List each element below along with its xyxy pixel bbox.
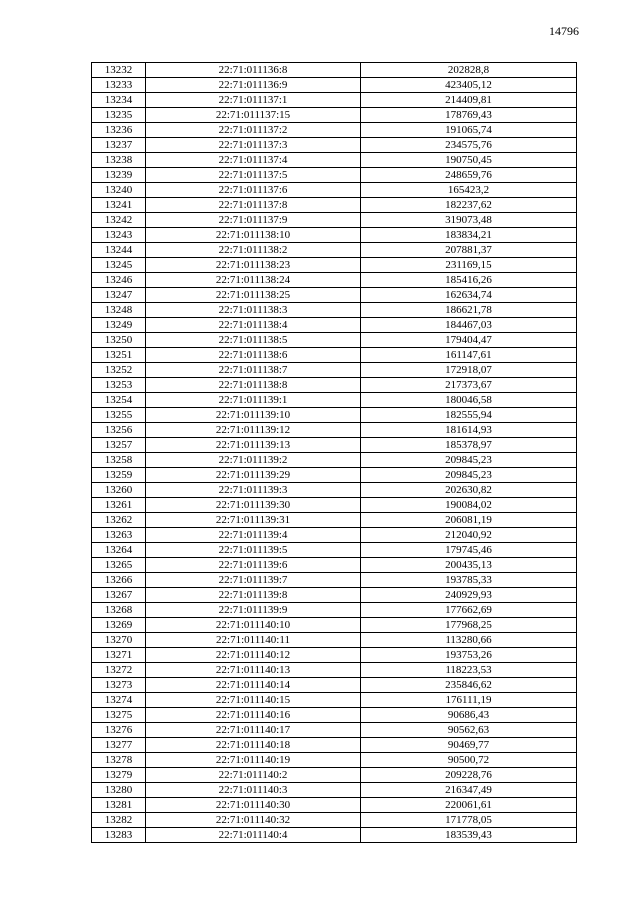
- row-number-cell: 13279: [92, 768, 146, 783]
- value-cell: 231169,15: [361, 258, 577, 273]
- table-row: [92, 588, 577, 603]
- value-cell: 209228,76: [361, 768, 577, 783]
- row-number-cell: 13237: [92, 138, 146, 153]
- table-row: [92, 768, 577, 783]
- table-row: [92, 333, 577, 348]
- cadastral-number-cell: 22:71:011140:30: [146, 798, 361, 813]
- table-row: [92, 483, 577, 498]
- row-number-cell: 13232: [92, 63, 146, 78]
- table-row: [92, 258, 577, 273]
- value-cell: 182237,62: [361, 198, 577, 213]
- table-row: [92, 468, 577, 483]
- cadastral-number-cell: 22:71:011137:8: [146, 198, 361, 213]
- table-row: [92, 738, 577, 753]
- table-row: [92, 558, 577, 573]
- value-cell: 180046,58: [361, 393, 577, 408]
- row-number-cell: 13269: [92, 618, 146, 633]
- value-cell: 186621,78: [361, 303, 577, 318]
- cadastral-number-cell: 22:71:011137:6: [146, 183, 361, 198]
- table-row: [92, 273, 577, 288]
- row-number-cell: 13246: [92, 273, 146, 288]
- row-number-cell: 13268: [92, 603, 146, 618]
- table-row: [92, 528, 577, 543]
- row-number-cell: 13263: [92, 528, 146, 543]
- cadastral-number-cell: 22:71:011140:32: [146, 813, 361, 828]
- value-cell: 185416,26: [361, 273, 577, 288]
- row-number-cell: 13277: [92, 738, 146, 753]
- value-cell: 185378,97: [361, 438, 577, 453]
- cadastral-number-cell: 22:71:011140:14: [146, 678, 361, 693]
- cadastral-number-cell: 22:71:011138:23: [146, 258, 361, 273]
- row-number-cell: 13254: [92, 393, 146, 408]
- row-number-cell: 13241: [92, 198, 146, 213]
- row-number-cell: 13244: [92, 243, 146, 258]
- value-cell: 90500,72: [361, 753, 577, 768]
- value-cell: 193753,26: [361, 648, 577, 663]
- value-cell: 202630,82: [361, 483, 577, 498]
- cadastral-number-cell: 22:71:011137:1: [146, 93, 361, 108]
- cadastral-number-cell: 22:71:011140:4: [146, 828, 361, 843]
- table-row: [92, 378, 577, 393]
- value-cell: 183539,43: [361, 828, 577, 843]
- cadastral-number-cell: 22:71:011139:4: [146, 528, 361, 543]
- row-number-cell: 13274: [92, 693, 146, 708]
- cadastral-number-cell: 22:71:011140:13: [146, 663, 361, 678]
- cadastral-number-cell: 22:71:011139:2: [146, 453, 361, 468]
- value-cell: 177662,69: [361, 603, 577, 618]
- cadastral-number-cell: 22:71:011139:8: [146, 588, 361, 603]
- row-number-cell: 13235: [92, 108, 146, 123]
- table-row: [92, 813, 577, 828]
- value-cell: 212040,92: [361, 528, 577, 543]
- table-row: [92, 573, 577, 588]
- table-row: [92, 693, 577, 708]
- table-row: [92, 543, 577, 558]
- row-number-cell: 13250: [92, 333, 146, 348]
- cadastral-number-cell: 22:71:011139:13: [146, 438, 361, 453]
- cadastral-number-cell: 22:71:011137:4: [146, 153, 361, 168]
- cadastral-number-cell: 22:71:011140:11: [146, 633, 361, 648]
- value-cell: 207881,37: [361, 243, 577, 258]
- value-cell: 177968,25: [361, 618, 577, 633]
- row-number-cell: 13233: [92, 78, 146, 93]
- cadastral-number-cell: 22:71:011139:10: [146, 408, 361, 423]
- cadastral-number-cell: 22:71:011140:10: [146, 618, 361, 633]
- table-row: [92, 363, 577, 378]
- value-cell: 202828,8: [361, 63, 577, 78]
- table-row: [92, 138, 577, 153]
- row-number-cell: 13251: [92, 348, 146, 363]
- row-number-cell: 13266: [92, 573, 146, 588]
- row-number-cell: 13265: [92, 558, 146, 573]
- cadastral-number-cell: 22:71:011140:16: [146, 708, 361, 723]
- table-row: [92, 288, 577, 303]
- cadastral-number-cell: 22:71:011137:5: [146, 168, 361, 183]
- value-cell: 90469,77: [361, 738, 577, 753]
- cadastral-number-cell: 22:71:011138:25: [146, 288, 361, 303]
- row-number-cell: 13236: [92, 123, 146, 138]
- value-cell: 235846,62: [361, 678, 577, 693]
- cadastral-number-cell: 22:71:011140:12: [146, 648, 361, 663]
- value-cell: 209845,23: [361, 468, 577, 483]
- value-cell: 179745,46: [361, 543, 577, 558]
- value-cell: 182555,94: [361, 408, 577, 423]
- value-cell: 214409,81: [361, 93, 577, 108]
- cadastral-number-cell: 22:71:011138:10: [146, 228, 361, 243]
- value-cell: 234575,76: [361, 138, 577, 153]
- cadastral-number-cell: 22:71:011140:17: [146, 723, 361, 738]
- value-cell: 90686,43: [361, 708, 577, 723]
- row-number-cell: 13281: [92, 798, 146, 813]
- table-row: [92, 348, 577, 363]
- value-cell: 178769,43: [361, 108, 577, 123]
- value-cell: 190084,02: [361, 498, 577, 513]
- cadastral-number-cell: 22:71:011139:1: [146, 393, 361, 408]
- row-number-cell: 13264: [92, 543, 146, 558]
- row-number-cell: 13239: [92, 168, 146, 183]
- table-row: [92, 93, 577, 108]
- table-row: [92, 438, 577, 453]
- table-row: [92, 123, 577, 138]
- table-row: [92, 783, 577, 798]
- table-row: [92, 303, 577, 318]
- row-number-cell: 13272: [92, 663, 146, 678]
- row-number-cell: 13245: [92, 258, 146, 273]
- table-row: [92, 168, 577, 183]
- cadastral-number-cell: 22:71:011137:15: [146, 108, 361, 123]
- table-row: [92, 408, 577, 423]
- table-row: [92, 663, 577, 678]
- row-number-cell: 13256: [92, 423, 146, 438]
- row-number-cell: 13275: [92, 708, 146, 723]
- value-cell: 172918,07: [361, 363, 577, 378]
- cadastral-number-cell: 22:71:011140:3: [146, 783, 361, 798]
- cadastral-number-cell: 22:71:011138:2: [146, 243, 361, 258]
- cadastral-number-cell: 22:71:011140:18: [146, 738, 361, 753]
- cadastral-number-cell: 22:71:011138:6: [146, 348, 361, 363]
- value-cell: 206081,19: [361, 513, 577, 528]
- cadastral-number-cell: 22:71:011140:15: [146, 693, 361, 708]
- table-row: [92, 243, 577, 258]
- row-number-cell: 13253: [92, 378, 146, 393]
- row-number-cell: 13283: [92, 828, 146, 843]
- table-body: [92, 63, 577, 843]
- row-number-cell: 13257: [92, 438, 146, 453]
- cadastral-number-cell: 22:71:011137:2: [146, 123, 361, 138]
- table-row: [92, 753, 577, 768]
- table-row: [92, 198, 577, 213]
- row-number-cell: 13278: [92, 753, 146, 768]
- table-row: [92, 798, 577, 813]
- row-number-cell: 13271: [92, 648, 146, 663]
- row-number-cell: 13234: [92, 93, 146, 108]
- row-number-cell: 13242: [92, 213, 146, 228]
- row-number-cell: 13262: [92, 513, 146, 528]
- cadastral-number-cell: 22:71:011139:30: [146, 498, 361, 513]
- cadastral-number-cell: 22:71:011138:3: [146, 303, 361, 318]
- row-number-cell: 13249: [92, 318, 146, 333]
- cadastral-number-cell: 22:71:011137:9: [146, 213, 361, 228]
- cadastral-number-cell: 22:71:011139:12: [146, 423, 361, 438]
- row-number-cell: 13260: [92, 483, 146, 498]
- cadastral-number-cell: 22:71:011138:8: [146, 378, 361, 393]
- row-number-cell: 13270: [92, 633, 146, 648]
- value-cell: 193785,33: [361, 573, 577, 588]
- value-cell: 183834,21: [361, 228, 577, 243]
- row-number-cell: 13259: [92, 468, 146, 483]
- row-number-cell: 13255: [92, 408, 146, 423]
- table-row: [92, 498, 577, 513]
- table-row: [92, 153, 577, 168]
- row-number-cell: 13243: [92, 228, 146, 243]
- table-row: [92, 648, 577, 663]
- value-cell: 181614,93: [361, 423, 577, 438]
- value-cell: 216347,49: [361, 783, 577, 798]
- cadastral-number-cell: 22:71:011140:2: [146, 768, 361, 783]
- row-number-cell: 13240: [92, 183, 146, 198]
- cadastral-number-cell: 22:71:011139:29: [146, 468, 361, 483]
- cadastral-number-cell: 22:71:011139:9: [146, 603, 361, 618]
- row-number-cell: 13280: [92, 783, 146, 798]
- value-cell: 190750,45: [361, 153, 577, 168]
- value-cell: 171778,05: [361, 813, 577, 828]
- value-cell: 90562,63: [361, 723, 577, 738]
- table-row: [92, 63, 577, 78]
- table-row: [92, 213, 577, 228]
- cadastral-number-cell: 22:71:011138:5: [146, 333, 361, 348]
- table-row: [92, 78, 577, 93]
- table-row: [92, 423, 577, 438]
- value-cell: 118223,53: [361, 663, 577, 678]
- cadastral-value-table: [91, 62, 577, 843]
- value-cell: 165423,2: [361, 183, 577, 198]
- page-number: 14796: [549, 24, 579, 38]
- value-cell: 217373,67: [361, 378, 577, 393]
- table-row: [92, 393, 577, 408]
- table-row: [92, 513, 577, 528]
- table-row: [92, 828, 577, 843]
- cadastral-number-cell: 22:71:011139:7: [146, 573, 361, 588]
- row-number-cell: 13282: [92, 813, 146, 828]
- row-number-cell: 13273: [92, 678, 146, 693]
- value-cell: 184467,03: [361, 318, 577, 333]
- cadastral-number-cell: 22:71:011139:6: [146, 558, 361, 573]
- cadastral-number-cell: 22:71:011136:9: [146, 78, 361, 93]
- cadastral-number-cell: 22:71:011139:31: [146, 513, 361, 528]
- value-cell: 423405,12: [361, 78, 577, 93]
- value-cell: 220061,61: [361, 798, 577, 813]
- value-cell: 113280,66: [361, 633, 577, 648]
- cadastral-number-cell: 22:71:011140:19: [146, 753, 361, 768]
- cadastral-number-cell: 22:71:011138:4: [146, 318, 361, 333]
- value-cell: 200435,13: [361, 558, 577, 573]
- table-row: [92, 108, 577, 123]
- cadastral-number-cell: 22:71:011137:3: [146, 138, 361, 153]
- table-row: [92, 228, 577, 243]
- row-number-cell: 13247: [92, 288, 146, 303]
- table-row: [92, 603, 577, 618]
- row-number-cell: 13258: [92, 453, 146, 468]
- row-number-cell: 13252: [92, 363, 146, 378]
- value-cell: 162634,74: [361, 288, 577, 303]
- row-number-cell: 13261: [92, 498, 146, 513]
- cadastral-number-cell: 22:71:011138:7: [146, 363, 361, 378]
- value-cell: 319073,48: [361, 213, 577, 228]
- row-number-cell: 13238: [92, 153, 146, 168]
- value-cell: 248659,76: [361, 168, 577, 183]
- table-row: [92, 723, 577, 738]
- value-cell: 191065,74: [361, 123, 577, 138]
- cadastral-number-cell: 22:71:011138:24: [146, 273, 361, 288]
- table-row: [92, 453, 577, 468]
- value-cell: 240929,93: [361, 588, 577, 603]
- table-row: [92, 618, 577, 633]
- cadastral-number-cell: 22:71:011139:3: [146, 483, 361, 498]
- table-row: [92, 318, 577, 333]
- table-row: [92, 633, 577, 648]
- cadastral-number-cell: 22:71:011136:8: [146, 63, 361, 78]
- value-cell: 176111,19: [361, 693, 577, 708]
- cadastral-number-cell: 22:71:011139:5: [146, 543, 361, 558]
- row-number-cell: 13267: [92, 588, 146, 603]
- value-cell: 179404,47: [361, 333, 577, 348]
- row-number-cell: 13276: [92, 723, 146, 738]
- table-row: [92, 678, 577, 693]
- row-number-cell: 13248: [92, 303, 146, 318]
- value-cell: 161147,61: [361, 348, 577, 363]
- value-cell: 209845,23: [361, 453, 577, 468]
- table-row: [92, 183, 577, 198]
- table-row: [92, 708, 577, 723]
